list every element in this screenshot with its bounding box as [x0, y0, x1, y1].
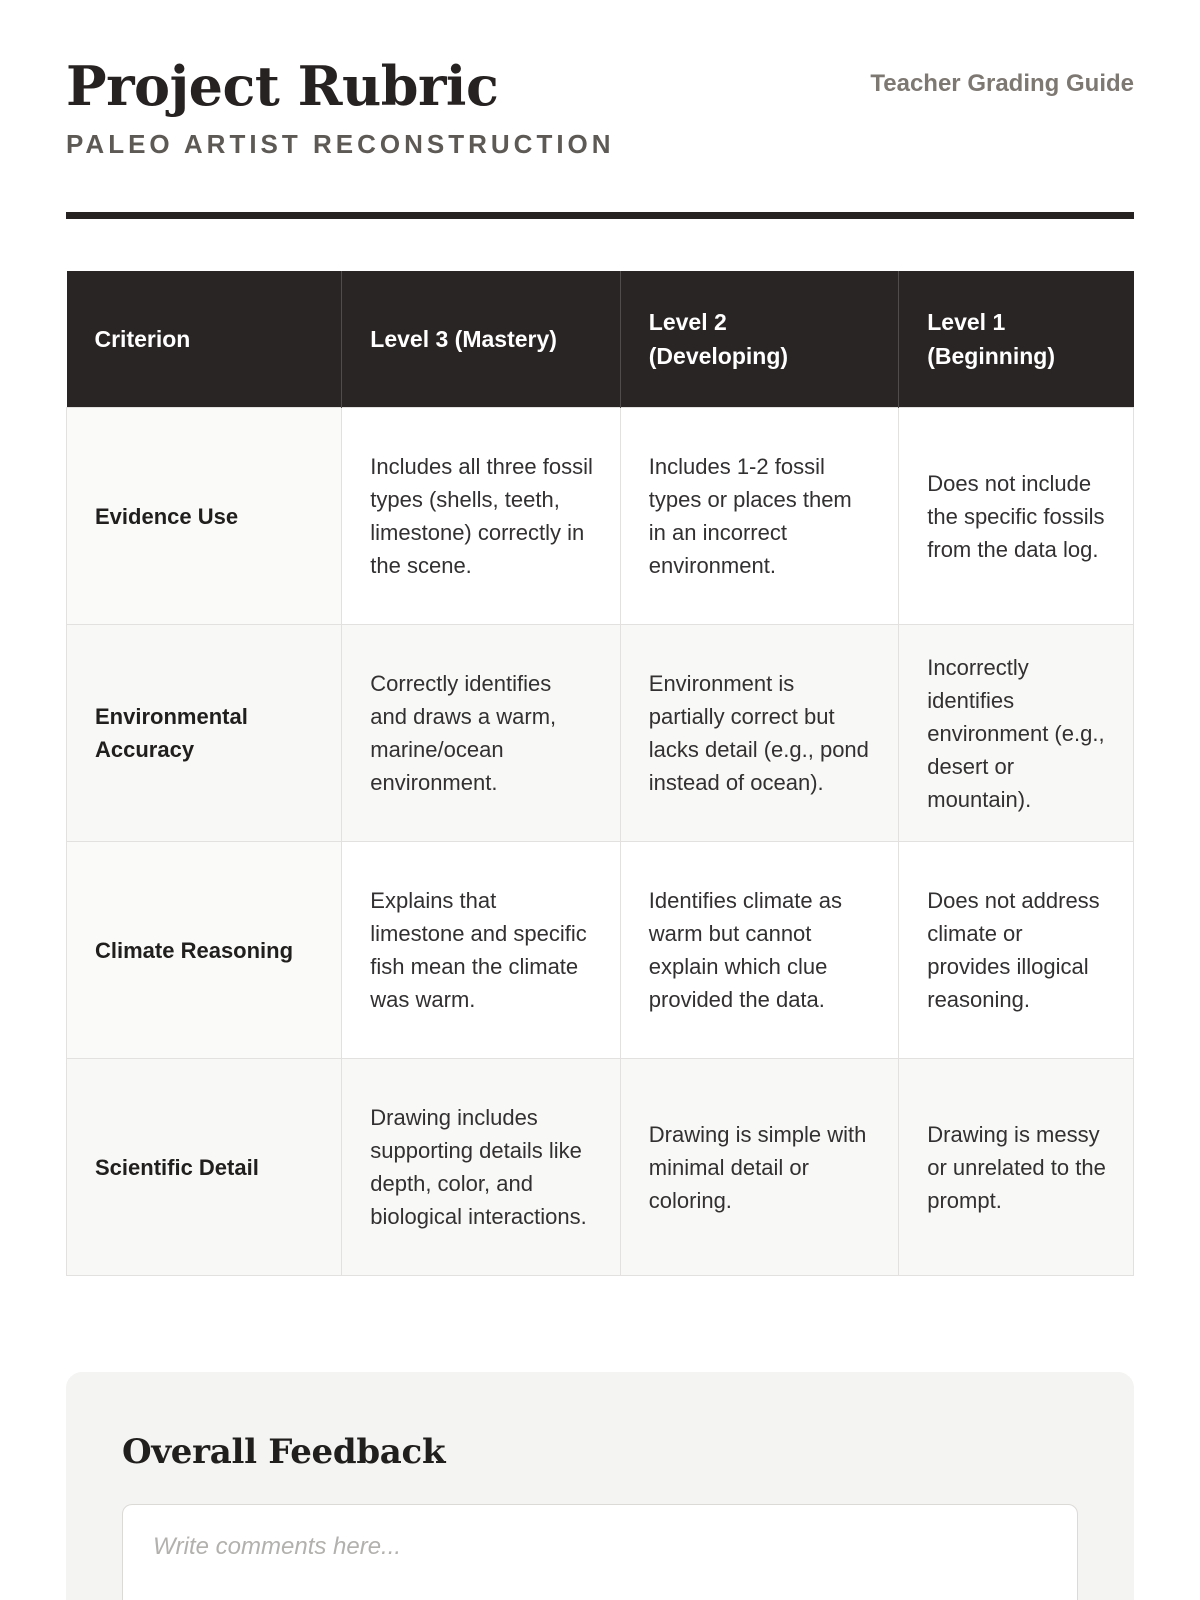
masthead [66, 54, 1134, 160]
criterion-cell: Environmental Accuracy [67, 625, 342, 842]
overall-feedback-panel [66, 1372, 1134, 1600]
feedback-heading: Overall Feedback [122, 1432, 446, 1473]
column-header-criterion: Criterion [67, 271, 342, 408]
criterion-cell: Evidence Use [67, 408, 342, 625]
table-row-evidence-use [67, 408, 1134, 625]
rubric-table-header [67, 271, 1134, 408]
level2-cell: Includes 1-2 fossil types or places them in an incorrect environment. [620, 408, 898, 625]
column-header-level1: Level 1 (Beginning) [899, 271, 1134, 408]
level2-cell: Drawing is simple with minimal detail or coloring. [620, 1059, 898, 1276]
level1-cell: Incorrectly identifies environment (e.g., desert or mountain). [899, 625, 1134, 842]
level3-cell: Explains that limestone and specific fish mean the climate was warm. [342, 842, 620, 1059]
divider-rule [66, 212, 1134, 219]
rubric-page [66, 0, 1134, 1600]
level3-cell: Includes all three fossil types (shells, teeth, limestone) correctly in the scene. [342, 408, 620, 625]
level3-cell: Drawing includes supporting details like depth, color, and biological interactions. [342, 1059, 620, 1276]
level2-cell: Identifies climate as warm but cannot explain which clue provided the data. [620, 842, 898, 1059]
page-title: Project Rubric [66, 54, 499, 118]
level2-cell: Environment is partially correct but lacks detail (e.g., pond instead of ocean). [620, 625, 898, 842]
level3-cell: Correctly identifies and draws a warm, marine/ocean environment. [342, 625, 620, 842]
rubric-table-body [67, 408, 1134, 1276]
rubric-table [66, 271, 1134, 1277]
page-subtitle: PALEO ARTIST RECONSTRUCTION [66, 128, 615, 159]
comments-textarea[interactable] [122, 1504, 1078, 1600]
corner-label: Teacher Grading Guide [870, 70, 1134, 97]
table-row-scientific-detail [67, 1059, 1134, 1276]
level1-cell: Does not address climate or provides illogical reasoning. [899, 842, 1134, 1059]
criterion-cell: Climate Reasoning [67, 842, 342, 1059]
level1-cell: Drawing is messy or unrelated to the prompt. [899, 1059, 1134, 1276]
level1-cell: Does not include the specific fossils from the data log. [899, 408, 1134, 625]
table-row-environmental-accuracy [67, 625, 1134, 842]
title-block [66, 54, 615, 160]
column-header-level2: Level 2 (Developing) [620, 271, 898, 408]
table-row-climate-reasoning [67, 842, 1134, 1059]
header-row [67, 271, 1134, 408]
criterion-cell: Scientific Detail [67, 1059, 342, 1276]
column-header-level3: Level 3 (Mastery) [342, 271, 620, 408]
